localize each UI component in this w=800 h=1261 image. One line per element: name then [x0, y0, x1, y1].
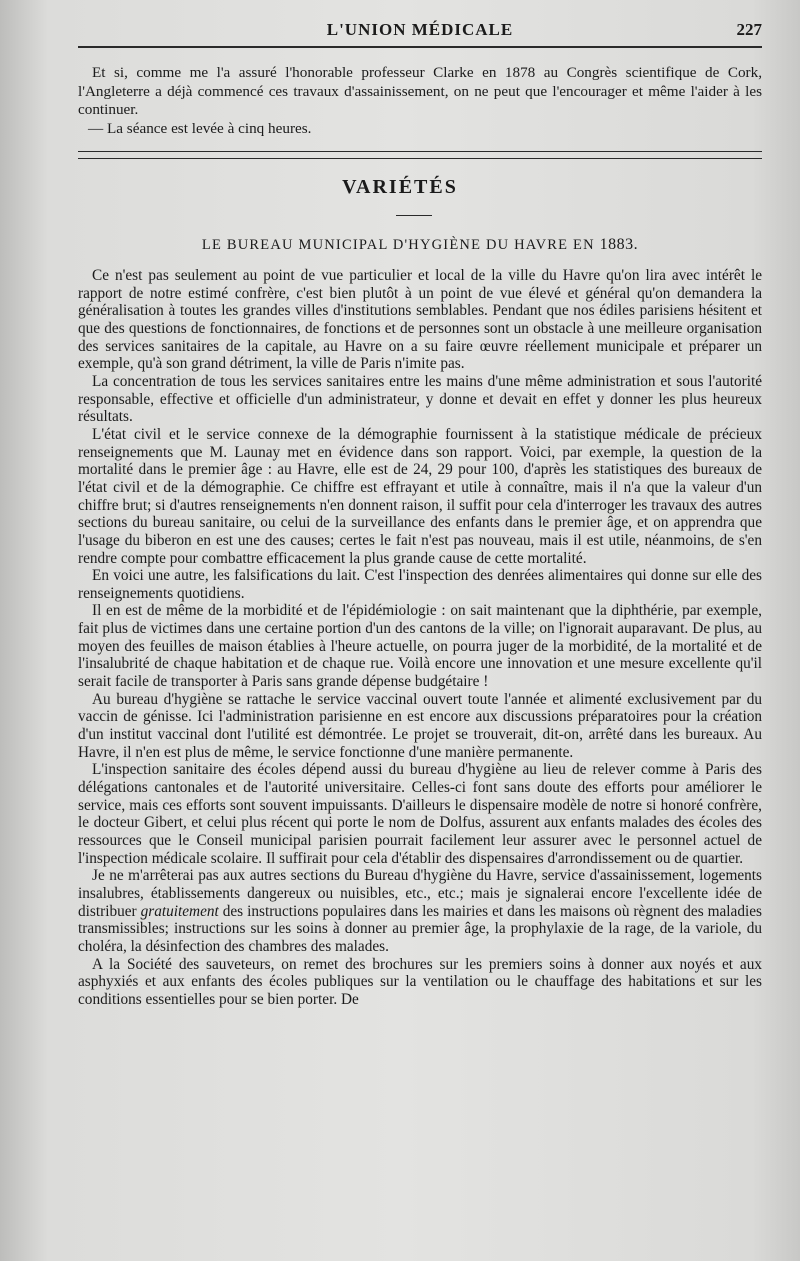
article-paragraph: L'état civil et le service connexe de la démographie fournissent à la statistique médicale de précieux renseignements que M. Launay met en évidence dans son rapport. Voici, par exemple, la question de la mortalité dans le premier âge : au Havre, elle est de 24, 29 pour 100, d'après les statistiques des bureaux de l'état civil et de la démographie. Ce chiffre est effrayant et utile à connaître, mais il n'a que la valeur d'un chiffre brut; si d'autres renseignements n'en donnent raison, il suffit pour cela d'interroger les travaux des autres sections du bureau sanitaire, ou celui de la surveillance des enfants dans le premier âge, et on apprendra que l'usage du biberon en est une des causes; certes le fait n'est pas nouveau, mais il est utile, néanmoins, de s'en rendre compte pour combattre efficacement la plus grande cause de cette mortalité.: [78, 425, 762, 567]
previous-article-ending: [78, 64, 762, 138]
article-paragraph: [78, 867, 762, 955]
paragraph-text: Je ne m'arrêterai pas aux autres sections du Bureau d'hygiène du Havre, service d'assainissement, logements insalubres, établissements dangereux ou nuisibles, etc., etc.; mais je signalerai encore l'excellente idée de distribuer: [78, 867, 762, 920]
intro-paragraph: Et si, comme me l'a assuré l'honorable professeur Clarke en 1878 au Congrès scientifique de Cork, l'Angleterre a déjà commencé ces travaux d'assainissement, on ne peut que l'encourager et même l'aider à les continuer.: [78, 64, 762, 119]
running-title: L'UNION MÉDICALE: [326, 20, 514, 39]
page-number: 227: [736, 20, 762, 39]
article-paragraph: A la Société des sauveteurs, on remet des brochures sur les premiers soins à donner aux noyés et aux asphyxiés et aux enfants des écoles publiques sur la ventilation ou le chauffage des habitations et sur les conditions essentielles pour se bien porter. De: [78, 955, 762, 1008]
article-paragraph: La concentration de tous les services sanitaires entre les mains d'une même administration et sous l'autorité responsable, effective et officielle d'un administrateur, y donne et devait en effet y donner les plus heureux résultats.: [78, 372, 762, 426]
section-divider: [78, 151, 762, 159]
title-rule: [396, 215, 432, 216]
article-paragraph: En voici une autre, les falsifications du lait. C'est l'inspection des denrées alimentaires qui donne sur elle des renseignements quotidiens.: [78, 567, 762, 602]
article-paragraph: L'inspection sanitaire des écoles dépend aussi du bureau d'hygiène au lieu de relever comme à Paris des délégations cantonales et de l'autorité universitaire. Celles-ci font sans doute des efforts pour améliorer le service, mais ces efforts sont souvent impuissants. D'ailleurs le dispensaire modèle de notre si honoré confrère, le docteur Gibert, et celui plus récent qui porte le nom de Dolfus, assurent aux enfants malades des écoles des ressources que le Conseil municipal parisien pourrait facilement leur assurer avec le personnel actuel de l'inspection médicale scolaire. Il suffirait pour cela d'établir des dispensaires d'arrondissement ou de quartier.: [78, 761, 762, 867]
session-closing: — La séance est levée à cinq heures.: [88, 119, 312, 137]
page-header: [78, 16, 762, 46]
emphasized-word: gratuitement: [140, 902, 219, 920]
article-paragraph: Il en est de même de la morbidité et de l'épidémiologie : on sait maintenant que la diphthérie, par exemple, fait plus de victimes dans une certaine portion d'un des cantons de la ville; on l'ignorait auparavant. De plus, au moyen des feuilles de maison établies à l'heure actuelle, on pourra juger de la morbidité, de la mortalité et de l'insalubrité de chaque habitation et de chaque rue. Voilà encore une innovation et une mesure excellente qu'il serait facile de transporter à Paris sans grande dépense budgétaire !: [78, 602, 762, 691]
section-title: VARIÉTÉS: [342, 176, 458, 198]
article-paragraph: Ce n'est pas seulement au point de vue particulier et local de la ville du Havre qu'on lira avec intérêt le rapport de notre estimé confrère, c'est bien plutôt à un point de vue élevé et général qu'on demandera la généralisation à toutes les grandes villes d'institutions semblables. Pendant que nos édiles parisiens hésitent et que des questions de fonctionnaires, de fonctions et de personnes sont un obstacle à une meilleure organisation des services sanitaires de la capitale, au Havre on a su faire œuvre réellement municipale et préparer un exemple, qu'à son grand détriment, la ville de Paris n'imite pas.: [78, 267, 762, 373]
article-paragraph: Au bureau d'hygiène se rattache le service vaccinal ouvert toute l'année et alimenté exclusivement par du vaccin de génisse. Ici l'administration parisienne en est encore aux discussions préparatoires pour la création d'un institut vaccinal dont l'utilité est démontrée. Le projet se trouverait, dit-on, arrêté dans les bureaux. Au Havre, il n'en est plus de même, le service fonctionne d'une manière permanente.: [78, 690, 762, 761]
article-title: [78, 236, 762, 254]
article-title-year: 1883.: [599, 236, 639, 253]
article-title-text: LE BUREAU MUNICIPAL D'HYGIÈNE DU HAVRE EN: [201, 237, 595, 253]
paragraph-text: des instructions populaires dans les mairies et dans les maisons où règnent des maladies transmissibles; instructions sur les soins à donner au premier âge, la prophylaxie de la rage, de la variole, du choléra, la désinfection des chambres des malades.: [78, 902, 762, 955]
article-body: [78, 267, 762, 1009]
header-rule: [78, 46, 762, 48]
